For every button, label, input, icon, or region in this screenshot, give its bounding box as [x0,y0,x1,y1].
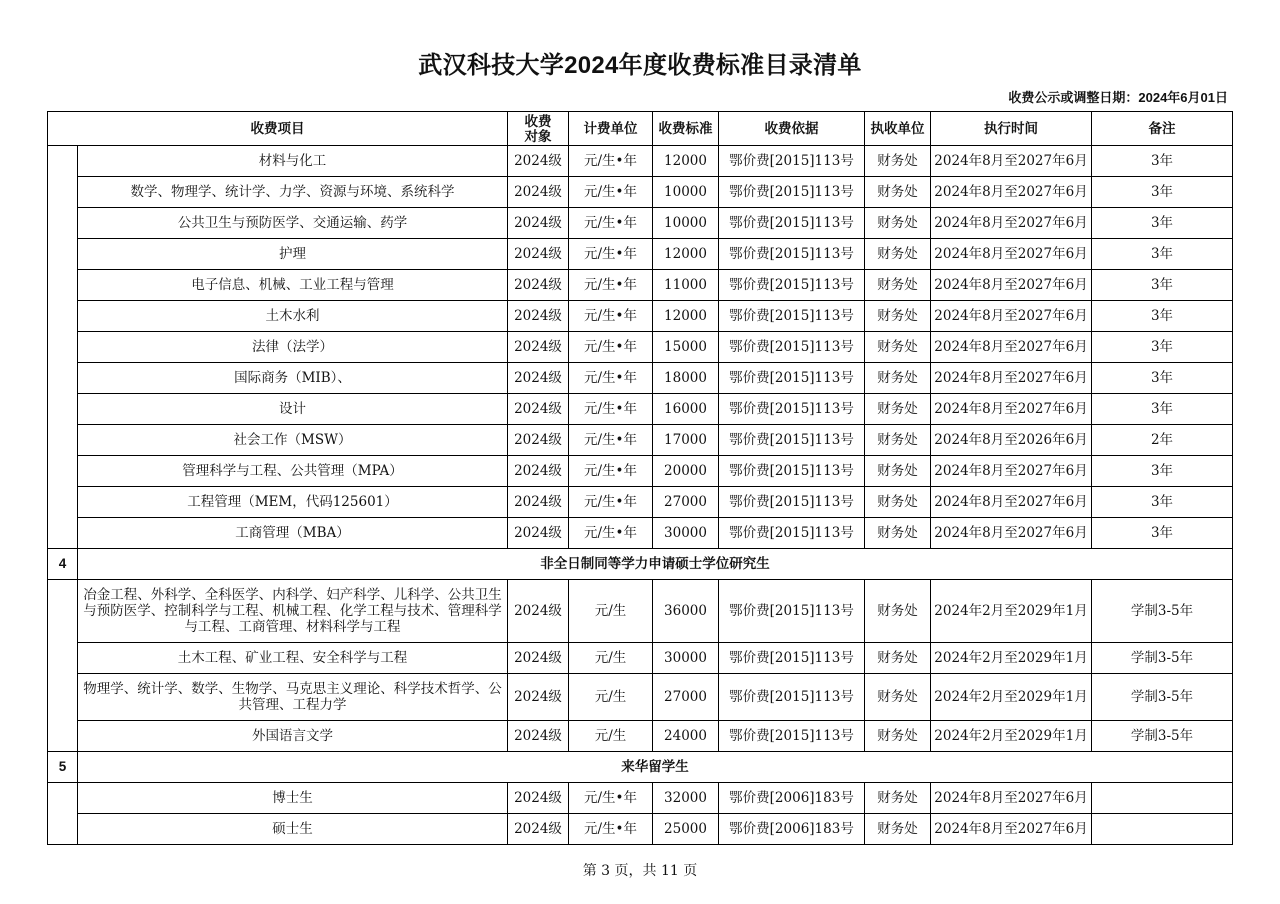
cell-item: 公共卫生与预防医学、交通运输、药学 [78,208,508,239]
table-row [48,363,1233,394]
cell-remark [1092,783,1233,814]
cell-target: 2024级 [508,580,569,643]
cell-unit: 元/生•年 [569,146,653,177]
cell-remark: 3年 [1092,332,1233,363]
cell-target: 2024级 [508,425,569,456]
table-header [48,112,1233,146]
cell-target: 2024级 [508,332,569,363]
cell-collector: 财务处 [865,783,931,814]
cell-collector: 财务处 [865,674,931,721]
cell-unit: 元/生•年 [569,270,653,301]
table-row [48,239,1233,270]
table-row [48,208,1233,239]
cell-standard: 27000 [653,674,719,721]
cell-unit: 元/生•年 [569,363,653,394]
cell-unit: 元/生•年 [569,239,653,270]
section-index: 5 [48,752,78,783]
cell-unit: 元/生 [569,721,653,752]
cell-basis: 鄂价费[2015]113号 [719,177,865,208]
cell-unit: 元/生•年 [569,394,653,425]
cell-standard: 18000 [653,363,719,394]
header-target [508,112,569,146]
cell-basis: 鄂价费[2015]113号 [719,394,865,425]
cell-unit: 元/生 [569,674,653,721]
cell-unit: 元/生•年 [569,301,653,332]
cell-collector: 财务处 [865,425,931,456]
cell-basis: 鄂价费[2015]113号 [719,425,865,456]
cell-remark: 3年 [1092,177,1233,208]
cell-basis: 鄂价费[2015]113号 [719,146,865,177]
cell-period: 2024年8月至2027年6月 [931,239,1092,270]
cell-unit: 元/生•年 [569,814,653,845]
cell-item: 社会工作（MSW） [78,425,508,456]
table-row [48,674,1233,721]
cell-period: 2024年8月至2027年6月 [931,394,1092,425]
cell-period: 2024年8月至2027年6月 [931,146,1092,177]
cell-unit: 元/生•年 [569,177,653,208]
cell-period: 2024年2月至2029年1月 [931,674,1092,721]
cell-basis: 鄂价费[2015]113号 [719,721,865,752]
cell-standard: 17000 [653,425,719,456]
cell-basis: 鄂价费[2015]113号 [719,239,865,270]
cell-item: 冶金工程、外科学、全科医学、内科学、妇产科学、儿科学、公共卫生与预防医学、控制科学与工程、机械工程、化学工程与技术、管理科学与工程、工商管理、材料科学与工程 [78,580,508,643]
cell-unit: 元/生•年 [569,783,653,814]
cell-basis: 鄂价费[2015]113号 [719,270,865,301]
cell-period: 2024年8月至2026年6月 [931,425,1092,456]
cell-standard: 16000 [653,394,719,425]
cell-unit: 元/生•年 [569,332,653,363]
cell-item: 物理学、统计学、数学、生物学、马克思主义理论、科学技术哲学、公共管理、工程力学 [78,674,508,721]
cell-target: 2024级 [508,208,569,239]
cell-basis: 鄂价费[2015]113号 [719,674,865,721]
cell-collector: 财务处 [865,394,931,425]
cell-target: 2024级 [508,783,569,814]
cell-collector: 财务处 [865,146,931,177]
cell-remark [1092,814,1233,845]
section-title: 来华留学生 [78,752,1233,783]
cell-basis: 鄂价费[2015]113号 [719,487,865,518]
cell-basis: 鄂价费[2015]113号 [719,332,865,363]
table-row [48,487,1233,518]
cell-period: 2024年8月至2027年6月 [931,177,1092,208]
cell-standard: 11000 [653,270,719,301]
table-row [48,394,1233,425]
section-heading-row [48,752,1233,783]
table-row [48,301,1233,332]
cell-target: 2024级 [508,814,569,845]
cell-period: 2024年8月至2027年6月 [931,487,1092,518]
cell-target: 2024级 [508,239,569,270]
header-period: 执行时间 [931,112,1092,146]
table-row [48,177,1233,208]
cell-unit: 元/生 [569,580,653,643]
cell-unit: 元/生•年 [569,208,653,239]
fee-table [47,111,1233,845]
header-target-label: 收费对象 [524,113,552,144]
section-index-cell [48,783,78,845]
table-row [48,721,1233,752]
cell-item: 工程管理（MEM，代码125601） [78,487,508,518]
cell-collector: 财务处 [865,814,931,845]
table-row [48,146,1233,177]
header-basis: 收费依据 [719,112,865,146]
cell-period: 2024年8月至2027年6月 [931,814,1092,845]
cell-standard: 30000 [653,643,719,674]
cell-remark: 学制3-5年 [1092,674,1233,721]
cell-basis: 鄂价费[2015]113号 [719,301,865,332]
cell-standard: 12000 [653,146,719,177]
cell-standard: 12000 [653,301,719,332]
cell-remark: 3年 [1092,456,1233,487]
cell-remark: 学制3-5年 [1092,643,1233,674]
cell-standard: 36000 [653,580,719,643]
cell-standard: 10000 [653,208,719,239]
cell-target: 2024级 [508,456,569,487]
cell-basis: 鄂价费[2015]113号 [719,518,865,549]
table-row [48,425,1233,456]
cell-collector: 财务处 [865,270,931,301]
cell-item: 数学、物理学、统计学、力学、资源与环境、系统科学 [78,177,508,208]
cell-period: 2024年8月至2027年6月 [931,456,1092,487]
cell-period: 2024年2月至2029年1月 [931,643,1092,674]
cell-collector: 财务处 [865,456,931,487]
table-body [48,146,1233,845]
section-index: 4 [48,549,78,580]
cell-standard: 30000 [653,518,719,549]
cell-remark: 3年 [1092,208,1233,239]
cell-remark: 学制3-5年 [1092,721,1233,752]
adjustment-date: 收费公示或调整日期：2024年6月01日 [1008,90,1228,105]
cell-item: 国际商务（MIB）、 [78,363,508,394]
cell-remark: 3年 [1092,270,1233,301]
cell-collector: 财务处 [865,518,931,549]
cell-collector: 财务处 [865,643,931,674]
cell-item: 管理科学与工程、公共管理（MPA） [78,456,508,487]
page-number: 第 3 页，共 11 页 [582,863,698,879]
cell-item: 外国语言文学 [78,721,508,752]
cell-item: 设计 [78,394,508,425]
cell-collector: 财务处 [865,487,931,518]
cell-item: 电子信息、机械、工业工程与管理 [78,270,508,301]
document-title: 武汉科技大学2024年度收费标准目录清单 [418,52,862,79]
table-row [48,580,1233,643]
section-index-cell [48,580,78,752]
cell-collector: 财务处 [865,301,931,332]
cell-unit: 元/生•年 [569,518,653,549]
cell-remark: 3年 [1092,518,1233,549]
cell-item: 硕士生 [78,814,508,845]
cell-unit: 元/生•年 [569,425,653,456]
table-row [48,270,1233,301]
cell-collector: 财务处 [865,363,931,394]
section-index-cell [48,146,78,549]
cell-target: 2024级 [508,721,569,752]
cell-collector: 财务处 [865,239,931,270]
cell-unit: 元/生 [569,643,653,674]
cell-period: 2024年8月至2027年6月 [931,363,1092,394]
cell-unit: 元/生•年 [569,487,653,518]
cell-target: 2024级 [508,674,569,721]
cell-remark: 3年 [1092,487,1233,518]
cell-collector: 财务处 [865,208,931,239]
table-row [48,456,1233,487]
cell-standard: 10000 [653,177,719,208]
table-row [48,783,1233,814]
header-row [48,112,1233,146]
cell-period: 2024年8月至2027年6月 [931,332,1092,363]
cell-target: 2024级 [508,643,569,674]
header-remark: 备注 [1092,112,1233,146]
cell-collector: 财务处 [865,332,931,363]
cell-remark: 3年 [1092,394,1233,425]
cell-standard: 24000 [653,721,719,752]
cell-basis: 鄂价费[2015]113号 [719,643,865,674]
cell-collector: 财务处 [865,580,931,643]
cell-item: 护理 [78,239,508,270]
cell-period: 2024年8月至2027年6月 [931,518,1092,549]
cell-standard: 25000 [653,814,719,845]
cell-item: 土木水利 [78,301,508,332]
cell-basis: 鄂价费[2015]113号 [719,208,865,239]
cell-basis: 鄂价费[2015]113号 [719,363,865,394]
cell-standard: 15000 [653,332,719,363]
header-standard: 收费标准 [653,112,719,146]
section-title: 非全日制同等学力申请硕士学位研究生 [78,549,1233,580]
header-collector: 执收单位 [865,112,931,146]
cell-item: 法律（法学） [78,332,508,363]
cell-item: 材料与化工 [78,146,508,177]
cell-remark: 学制3-5年 [1092,580,1233,643]
cell-remark: 3年 [1092,301,1233,332]
cell-target: 2024级 [508,146,569,177]
cell-remark: 3年 [1092,363,1233,394]
cell-remark: 3年 [1092,239,1233,270]
cell-collector: 财务处 [865,721,931,752]
cell-target: 2024级 [508,518,569,549]
cell-period: 2024年2月至2029年1月 [931,580,1092,643]
cell-target: 2024级 [508,363,569,394]
table-row [48,814,1233,845]
table-row [48,643,1233,674]
cell-standard: 12000 [653,239,719,270]
cell-target: 2024级 [508,270,569,301]
cell-item: 工商管理（MBA） [78,518,508,549]
header-unit: 计费单位 [569,112,653,146]
cell-period: 2024年2月至2029年1月 [931,721,1092,752]
cell-standard: 20000 [653,456,719,487]
cell-basis: 鄂价费[2015]113号 [719,580,865,643]
cell-standard: 27000 [653,487,719,518]
cell-unit: 元/生•年 [569,456,653,487]
cell-period: 2024年8月至2027年6月 [931,783,1092,814]
header-item: 收费项目 [48,112,508,146]
cell-period: 2024年8月至2027年6月 [931,270,1092,301]
cell-item: 博士生 [78,783,508,814]
cell-standard: 32000 [653,783,719,814]
cell-period: 2024年8月至2027年6月 [931,301,1092,332]
cell-remark: 3年 [1092,146,1233,177]
cell-target: 2024级 [508,301,569,332]
cell-basis: 鄂价费[2015]113号 [719,456,865,487]
table-row [48,518,1233,549]
cell-remark: 2年 [1092,425,1233,456]
cell-target: 2024级 [508,394,569,425]
cell-item: 土木工程、矿业工程、安全科学与工程 [78,643,508,674]
cell-period: 2024年8月至2027年6月 [931,208,1092,239]
section-heading-row [48,549,1233,580]
cell-target: 2024级 [508,177,569,208]
cell-collector: 财务处 [865,177,931,208]
table-row [48,332,1233,363]
cell-basis: 鄂价费[2006]183号 [719,783,865,814]
cell-basis: 鄂价费[2006]183号 [719,814,865,845]
cell-target: 2024级 [508,487,569,518]
